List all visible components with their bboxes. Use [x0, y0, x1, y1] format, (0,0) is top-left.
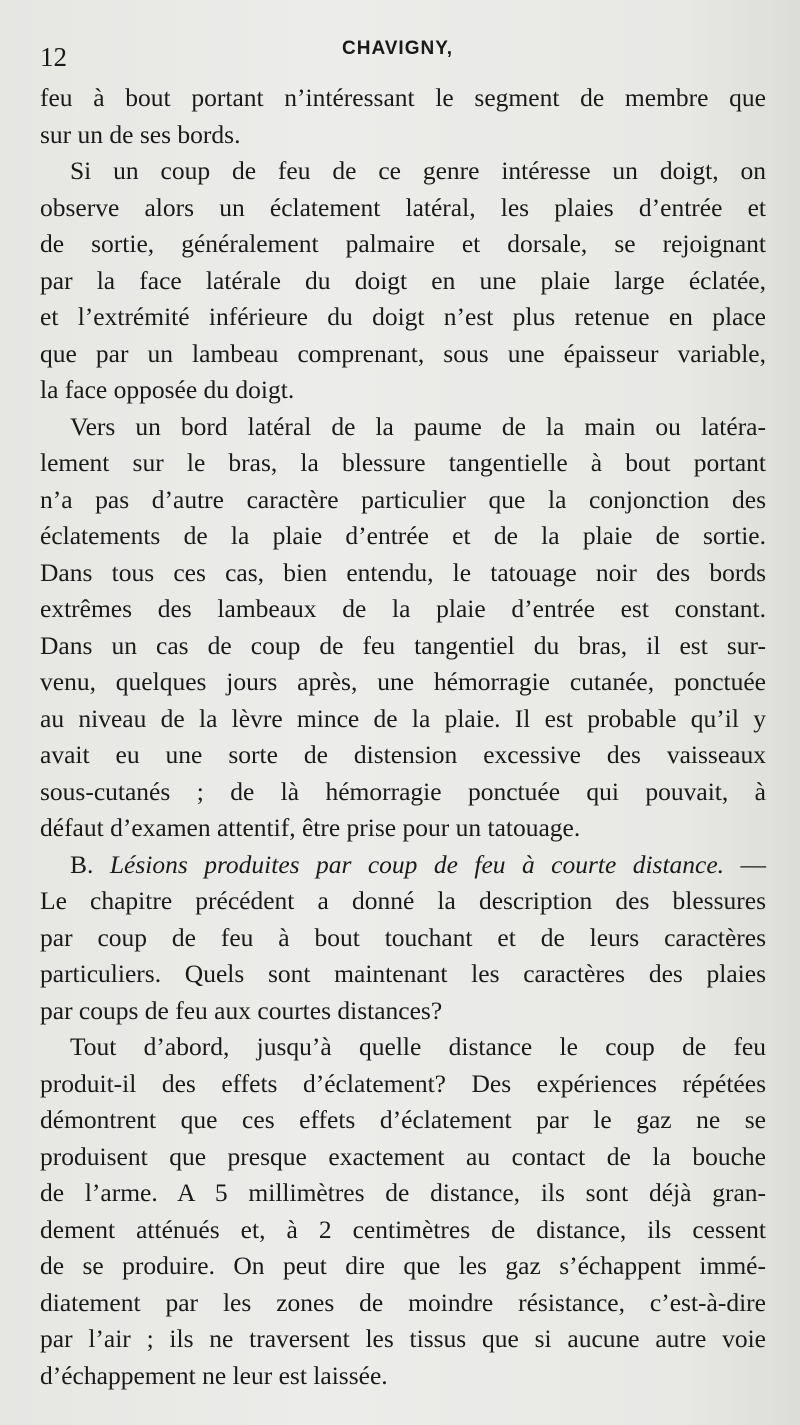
text-line: particuliers. Quels sont maintenant les caractères des plaies — [40, 959, 766, 988]
body-text — [40, 80, 766, 1394]
text-line: Si un coup de feu de ce genre intéresse un doigt, on — [70, 156, 766, 185]
page-number: 12 — [40, 42, 67, 72]
text-line: Le chapitre précédent a donné la description des blessures — [40, 886, 766, 915]
text-line: d’échappement ne leur est laissée. — [40, 1360, 388, 1390]
text-line: au niveau de la lèvre mince de la plaie. Il est probable qu’il y — [40, 703, 766, 733]
text-line: de sortie, généralement palmaire et dorsale, se rejoignant — [40, 229, 766, 258]
text-line: n’a pas d’autre caractère particulier que la conjonction des — [40, 484, 766, 514]
running-head: CHAVIGNY, — [342, 38, 454, 59]
section-marker: B. — [70, 849, 110, 879]
text-line: par coup de feu à bout touchant et de leurs caractères — [40, 922, 766, 952]
text-line: sous-cutanés ; de là hémorragie ponctuée qui pouvait, à — [40, 776, 766, 806]
section-heading: Lésions produites par coup de feu à courte distance. — [109, 849, 725, 879]
text-line: Dans un cas de coup de feu tangentiel du bras, il est sur- — [40, 630, 766, 660]
heading-dash: — — [724, 849, 766, 879]
text-line: lement sur le bras, la blessure tangentielle à bout portant — [40, 448, 766, 477]
text-line: de se produire. On peut dire que les gaz s’échappent immé- — [40, 1251, 766, 1280]
text-line: dement atténués et, à 2 centimètres de distance, ils cessent — [40, 1214, 766, 1244]
text-line: de l’arme. A 5 millimètres de distance, ils sont déjà gran- — [40, 1178, 766, 1207]
text-line: par coups de feu aux courtes distances? — [40, 995, 443, 1025]
text-line: diatement par les zones de moindre résistance, c’est-à-dire — [40, 1287, 766, 1317]
text-line: produit-il des effets d’éclatement? Des expériences répétées — [40, 1068, 766, 1098]
text-line: que par un lambeau comprenant, sous une épaisseur variable, — [40, 338, 766, 368]
text-line: Tout d’abord, jusqu’à quelle distance le coup de feu — [70, 1032, 766, 1061]
text-line: extrêmes des lambeaux de la plaie d’entrée est constant. — [40, 594, 766, 623]
text-line — [40, 847, 766, 884]
text-line: par la face latérale du doigt en une plaie large éclatée, — [40, 265, 766, 295]
text-line: produisent que presque exactement au contact de la bouche — [40, 1141, 766, 1171]
text-line: la face opposée du doigt. — [40, 375, 295, 404]
text-line: démontrent que ces effets d’éclatement par le gaz ne se — [40, 1105, 766, 1134]
text-line: éclatements de la plaie d’entrée et de la plaie de sortie. — [40, 521, 766, 550]
text-line: feu à bout portant n’intéressant le segment de membre que — [40, 83, 766, 112]
text-line: avait eu une sorte de distension excessive des vaisseaux — [40, 740, 766, 769]
text-line: Dans tous ces cas, bien entendu, le tatouage noir des bords — [40, 557, 766, 587]
text-line: observe alors un éclatement latéral, les plaies d’entrée et — [40, 192, 766, 222]
text-line: défaut d’examen attentif, être prise pour un tatouage. — [40, 813, 581, 842]
text-line: sur un de ses bords. — [40, 119, 241, 149]
text-line: Vers un bord latéral de la paume de la main ou latéra- — [70, 411, 766, 441]
text-line: et l’extrémité inférieure du doigt n’est plus retenue en place — [40, 302, 766, 331]
page-header — [40, 34, 760, 74]
text-line: venu, quelques jours après, une hémorragie cutanée, ponctuée — [40, 667, 766, 696]
text-line: par l’air ; ils ne traversent les tissus que si aucune autre voie — [40, 1324, 766, 1353]
